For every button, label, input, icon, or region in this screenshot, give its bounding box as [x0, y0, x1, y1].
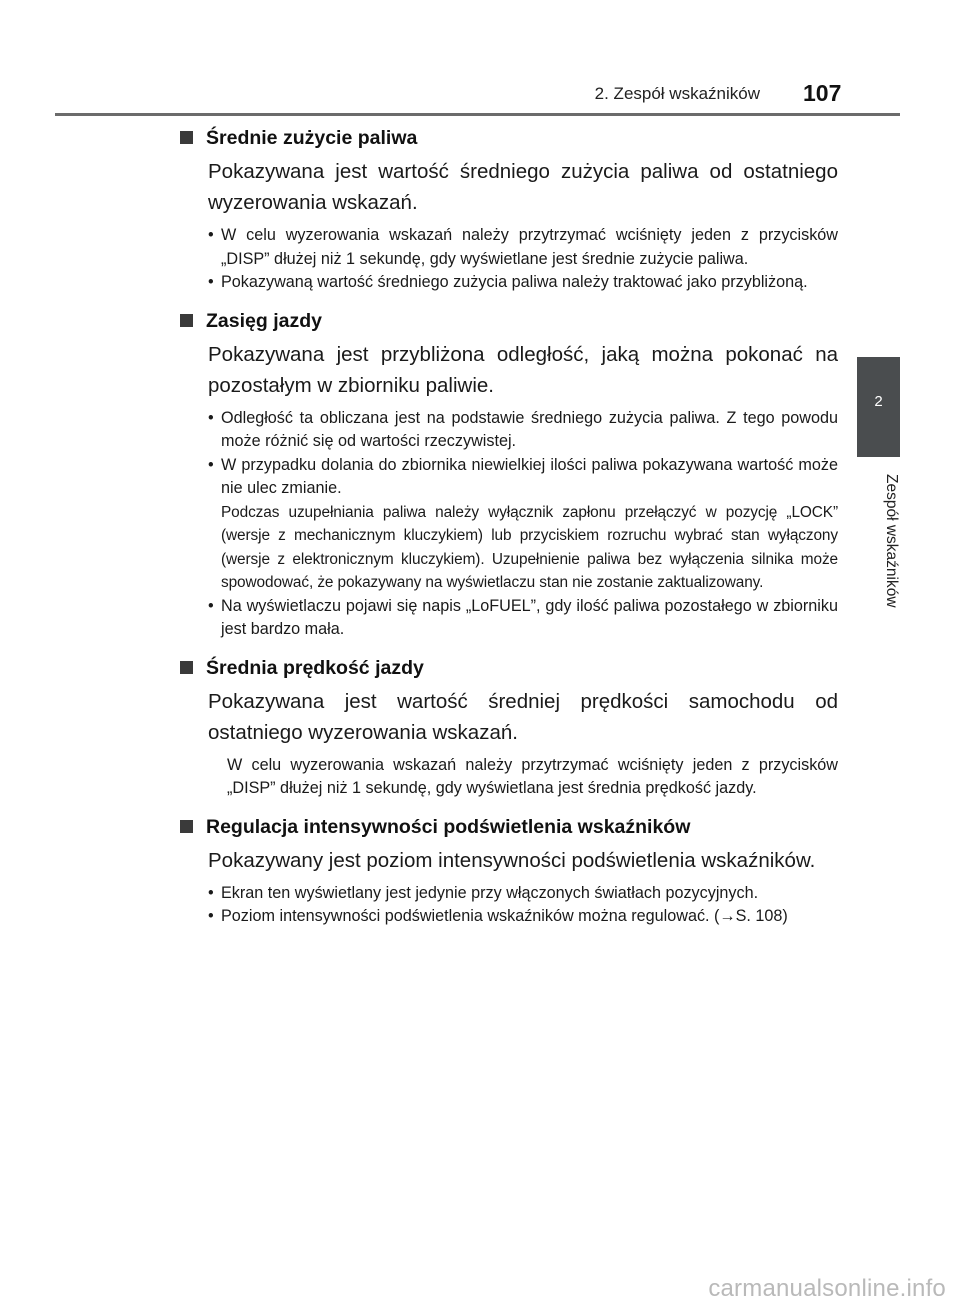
section-description: Pokazywana jest wartość średniego zużycia paliwa od ostatniego wyzerowania wskazań. [208, 160, 838, 214]
section-title-text: Zasięg jazdy [206, 309, 322, 332]
note-item: • W przypadku dolania do zbiornika niewielkiej ilości paliwa pokazywana wartość może nie ulec zmianie. [208, 454, 838, 501]
page-header [0, 0, 960, 116]
section-title [192, 654, 838, 682]
section-description: Pokazywany jest poziom intensywności podświetlenia wskaźników. [208, 848, 816, 872]
watermark: carmanualsonline.info [708, 1275, 946, 1302]
section-title-text: Średnia prędkość jazdy [206, 656, 424, 679]
note-item: • Odległość ta obliczana jest na podstawie średniego zużycia paliwa. Z tego powodu może różnić się od wartości rzeczywistej. [208, 407, 838, 454]
section-average-speed [180, 654, 838, 801]
section-title [192, 813, 838, 841]
note-item: • Na wyświetlaczu pojawi się napis „LoFUEL”, gdy ilość paliwa pozostałego w zbiorniku jest bardzo mała. [208, 595, 838, 642]
section-driving-range [180, 307, 838, 642]
note-item: • Ekran ten wyświetlany jest jedynie przy włączonych światłach pozycyjnych. [208, 882, 838, 906]
section-title-text: Średnie zużycie paliwa [206, 127, 418, 149]
section-brightness-adjustment [180, 813, 838, 929]
chapter-tab-label: Zespół wskaźników [883, 474, 900, 608]
section-description: Pokazywana jest wartość średniej prędkości samochodu od ostatniego wyzerowania wskazań. [208, 689, 838, 744]
square-bullet-icon [180, 820, 193, 833]
chapter-tab [857, 357, 900, 457]
chapter-tab-number: 2 [874, 393, 883, 410]
page-number: 107 [803, 80, 842, 106]
square-bullet-icon [180, 661, 193, 674]
section-title [192, 307, 838, 335]
section-title [192, 124, 838, 152]
note-item: W celu wyzerowania wskazań należy przytrzymać wciśnięty jeden z przycisków „DISP” dłużej niż 1 sekundę, gdy wyświetlana jest średnia prędkość jazdy. [227, 755, 838, 797]
chapter-title: 2. Zespół wskaźników [594, 84, 760, 103]
note-item: • Poziom intensywności podświetlenia wskaźników można regulować. (→S. 108) [208, 905, 838, 929]
page-content [180, 124, 838, 941]
section-description: Pokazywana jest przybliżona odległość, jaką można pokonać na pozostałym w zbiorniku paliwie. [208, 342, 838, 397]
section-average-fuel-consumption [180, 124, 838, 295]
note-item: • Pokazywaną wartość średniego zużycia paliwa należy traktować jako przybliżoną. [208, 271, 838, 295]
square-bullet-icon [180, 314, 193, 327]
note-continuation: Podczas uzupełniania paliwa należy wyłącznik zapłonu przełączyć w pozycję „LOCK” (wersje z mechanicznym kluczykiem) lub przyciskiem rozruchu wybrać stan wyłączony (wersje z elektronicznym kluczykiem). Uzupełnienie paliwa bez wyłączenia silnika może spowodować, że pokazywany na wyświetlaczu stan nie zostanie zaktualizowany. [221, 503, 838, 591]
header-divider [55, 113, 900, 116]
square-bullet-icon [180, 131, 193, 144]
note-item: • W celu wyzerowania wskazań należy przytrzymać wciśnięty jeden z przycisków „DISP” dłużej niż 1 sekundę, gdy wyświetlane jest średnie zużycie paliwa. [208, 224, 838, 271]
section-title-text: Regulacja intensywności podświetlenia wskaźników [206, 815, 691, 838]
